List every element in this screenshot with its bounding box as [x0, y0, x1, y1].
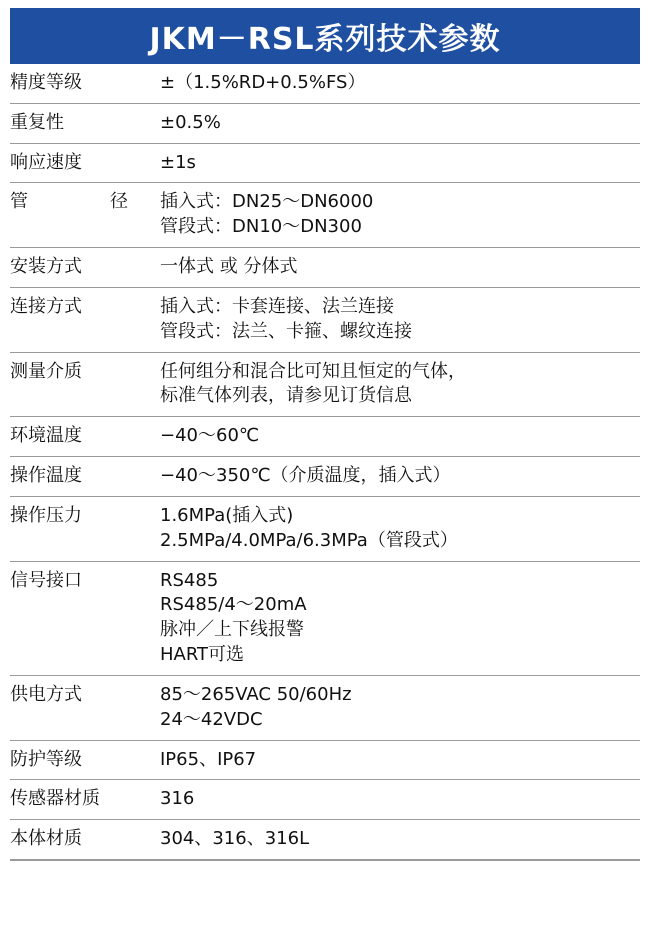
- spec-value-line: 脉冲／上下线报警: [160, 619, 304, 641]
- spec-value-line: 标准气体列表，请参见订货信息: [160, 385, 412, 407]
- spec-value: [160, 143, 640, 183]
- spec-value-line: −40～60℃: [160, 425, 260, 447]
- spec-label: [10, 780, 160, 820]
- spec-label: [10, 417, 160, 457]
- title-bar: [10, 8, 640, 64]
- spec-label-text: 测量介质: [10, 360, 82, 382]
- spec-label-text: 精度等级: [10, 72, 82, 93]
- spec-label-text: 管 径: [10, 191, 128, 213]
- spec-value: [160, 64, 640, 103]
- spec-value-line: 2.5MPa/4.0MPa/6.3MPa（管段式）: [160, 529, 458, 551]
- spec-value-line: 1.6MPa(插入式): [160, 504, 294, 526]
- spec-label: [10, 103, 160, 143]
- page-title: JKM－RSL系列技术参数: [149, 22, 501, 57]
- spec-table-body: [10, 64, 640, 860]
- spec-label-text: 本体材质: [10, 828, 82, 850]
- spec-value: [160, 352, 640, 417]
- spec-value-line: 85～265VAC 50/60Hz: [160, 683, 352, 705]
- spec-label-text: 响应速度: [10, 151, 82, 173]
- spec-label: [10, 675, 160, 740]
- spec-value: [160, 820, 640, 860]
- spec-label: [10, 740, 160, 780]
- spec-value: [160, 103, 640, 143]
- spec-value: [160, 740, 640, 780]
- table-row: [10, 248, 640, 288]
- spec-label-text: 传感器材质: [10, 788, 100, 810]
- table-row: [10, 352, 640, 417]
- table-row: [10, 457, 640, 497]
- spec-value: [160, 561, 640, 675]
- spec-value-line: 316: [160, 788, 195, 810]
- table-row: [10, 561, 640, 675]
- spec-value: [160, 183, 640, 248]
- spec-value: [160, 675, 640, 740]
- spec-label: [10, 496, 160, 561]
- spec-value-line: ±（1.5%RD+0.5%FS）: [160, 72, 366, 93]
- spec-value-line: 一体式 或 分体式: [160, 256, 298, 278]
- spec-value-line: ±0.5%: [160, 111, 221, 133]
- spec-label: [10, 457, 160, 497]
- spec-label: [10, 183, 160, 248]
- spec-value-line: RS485: [160, 569, 219, 591]
- spec-value: [160, 496, 640, 561]
- spec-table: [10, 64, 640, 860]
- table-row: [10, 417, 640, 457]
- table-row: [10, 287, 640, 352]
- spec-label: [10, 64, 160, 103]
- spec-label-text: 防护等级: [10, 748, 82, 770]
- table-row: [10, 103, 640, 143]
- spec-value-line: HART可选: [160, 644, 245, 666]
- spec-label-text: 安装方式: [10, 256, 82, 278]
- spec-label-text: 连接方式: [10, 295, 82, 317]
- spec-label: [10, 561, 160, 675]
- spec-value-line: IP65、IP67: [160, 748, 257, 770]
- spec-label-text: 供电方式: [10, 683, 82, 705]
- spec-label: [10, 248, 160, 288]
- spec-value-line: RS485/4～20mA: [160, 594, 307, 616]
- bottom-divider: [10, 860, 640, 861]
- spec-value-line: 24～42VDC: [160, 708, 263, 730]
- spec-label: [10, 287, 160, 352]
- spec-value: [160, 417, 640, 457]
- spec-value: [160, 780, 640, 820]
- spec-label-text: 环境温度: [10, 425, 82, 447]
- spec-label: [10, 143, 160, 183]
- spec-label: [10, 352, 160, 417]
- spec-sheet: [0, 8, 650, 936]
- spec-value-line: ±1s: [160, 151, 196, 173]
- table-row: [10, 780, 640, 820]
- spec-value-line: 插入式：卡套连接、法兰连接: [160, 295, 394, 317]
- spec-label-text: 信号接口: [10, 569, 82, 591]
- spec-value-line: 管段式：法兰、卡箍、螺纹连接: [160, 320, 412, 342]
- table-row: [10, 143, 640, 183]
- spec-value: [160, 457, 640, 497]
- spec-value-line: 插入式：DN25～DN6000: [160, 191, 374, 213]
- spec-value-line: −40～350℃（介质温度，插入式）: [160, 465, 451, 487]
- table-row: [10, 64, 640, 103]
- spec-label: [10, 820, 160, 860]
- spec-label-text: 操作温度: [10, 465, 82, 487]
- spec-label-text: 重复性: [10, 111, 64, 133]
- spec-value: [160, 248, 640, 288]
- spec-value-line: 304、316、316L: [160, 828, 310, 850]
- table-row: [10, 675, 640, 740]
- spec-label-text: 操作压力: [10, 504, 82, 526]
- table-row: [10, 183, 640, 248]
- spec-value: [160, 287, 640, 352]
- spec-value-line: 任何组分和混合比可知且恒定的气体，: [160, 360, 466, 382]
- table-row: [10, 740, 640, 780]
- table-row: [10, 820, 640, 860]
- table-row: [10, 496, 640, 561]
- spec-value-line: 管段式：DN10～DN300: [160, 216, 362, 238]
